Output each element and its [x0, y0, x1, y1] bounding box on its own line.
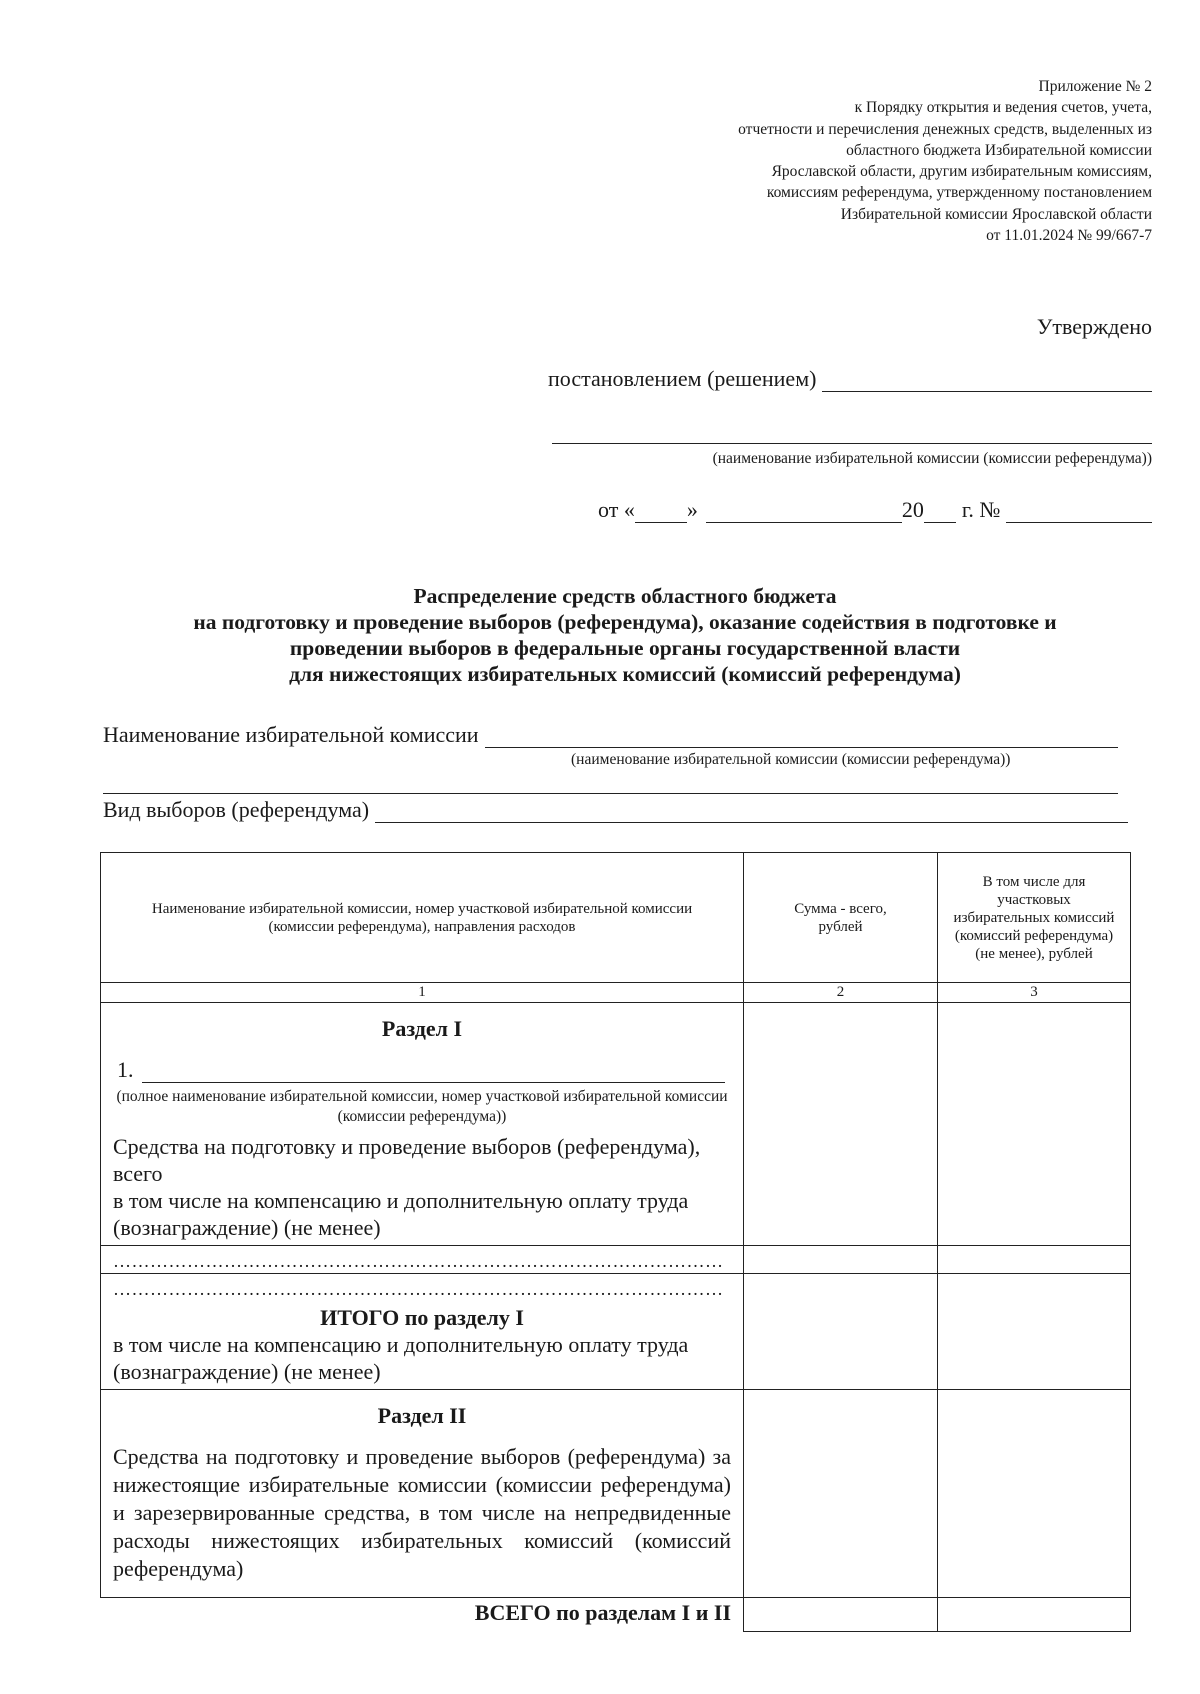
- ellipsis-row: ………………………………………………………………………………………: [113, 1279, 724, 1299]
- decree-number-blank[interactable]: [1006, 500, 1152, 523]
- table-header-row: [101, 853, 1131, 983]
- column-number: 2: [744, 983, 938, 1003]
- date-prefix: от «: [598, 497, 635, 522]
- section1-total-title: ИТОГО по разделу I: [320, 1305, 524, 1330]
- commission-name-blank-2[interactable]: [103, 793, 1118, 794]
- appendix-line: Приложение № 2: [1038, 78, 1152, 95]
- election-type-blank[interactable]: [375, 800, 1128, 823]
- section1-itogo-precinct-cell[interactable]: [938, 1274, 1131, 1390]
- election-type-label: Вид выборов (референдума): [103, 797, 370, 822]
- title-line: проведении выборов в федеральные органы государственной власти: [289, 636, 961, 660]
- appendix-line: Ярославской области, другим избирательным комиссиям,: [771, 163, 1152, 181]
- appendix-line: Избирательной комиссии Ярославской области: [840, 205, 1152, 223]
- section2-text: Средства на подготовку и проведение выборов (референдума) за нижестоящие избирательные комиссии (комиссии референдума) и зарезервированные средства, в том числе на непредвиденные расходы нижестоящих избирательных комиссий (комиссий референдума): [113, 1444, 731, 1581]
- section1-cell: [101, 1003, 744, 1246]
- title-line: для нижестоящих избирательных комиссий (комиссий референдума): [289, 662, 961, 686]
- header-total-column: Сумма - всего, рублей: [744, 853, 938, 983]
- item-caption: (полное наименование избирательной комиссии, номер участковой избирательной комиссии (комиссии референдума)): [116, 1088, 728, 1125]
- commission-name-blank[interactable]: [485, 725, 1118, 748]
- section1-total-compensation-text: в том числе на компенсацию и дополнительную оплату труда (вознаграждение) (не менее): [113, 1332, 689, 1384]
- section1-funds-text: Средства на подготовку и проведение выборов (референдума), всего: [113, 1134, 701, 1186]
- year-prefix: 20: [901, 497, 924, 522]
- grand-total-row: [101, 1598, 1131, 1632]
- ellipsis-total-cell[interactable]: [744, 1246, 938, 1274]
- title-line: на подготовку и проведение выборов (референдума), оказание содействия в подготовке и: [193, 610, 1057, 634]
- number-label: г. №: [961, 497, 1001, 522]
- approved-title: Утверждено: [1036, 314, 1152, 339]
- commission-name-label: Наименование избирательной комиссии: [103, 722, 479, 747]
- approving-commission-blank[interactable]: [552, 443, 1152, 444]
- commission-name-caption: (наименование избирательной комиссии (комиссии референдума)): [571, 751, 1011, 768]
- column-number: 3: [938, 983, 1131, 1003]
- appendix-line: комиссиям референдума, утвержденному постановлением: [766, 184, 1152, 202]
- section2-total-cell[interactable]: [744, 1390, 938, 1598]
- appendix-reference: [632, 76, 1152, 246]
- appendix-line: от 11.01.2024 № 99/667-7: [986, 227, 1152, 245]
- grand-total-cell[interactable]: [744, 1598, 938, 1632]
- year-blank[interactable]: [924, 500, 956, 523]
- item-commission-blank[interactable]: [142, 1060, 726, 1083]
- appendix-line: областного бюджета Избирательной комиссии: [846, 141, 1152, 159]
- date-close: »: [686, 497, 698, 522]
- budget-distribution-table: [100, 852, 1131, 1632]
- section2-cell: [101, 1390, 744, 1598]
- title-line: Распределение средств областного бюджета: [413, 584, 837, 608]
- ellipsis-precinct-cell[interactable]: [938, 1246, 1131, 1274]
- section1-precinct-cell[interactable]: [938, 1003, 1131, 1246]
- appendix-line: отчетности и перечисления денежных средств, выделенных из: [738, 120, 1152, 138]
- section1-itogo-total-cell[interactable]: [744, 1274, 938, 1390]
- section1-total-cell[interactable]: [744, 1003, 938, 1246]
- day-blank[interactable]: [635, 500, 687, 523]
- approval-date-row: [598, 497, 1152, 523]
- table-row: [101, 1003, 1131, 1246]
- grand-total-precinct-cell[interactable]: [938, 1598, 1131, 1632]
- month-blank[interactable]: [706, 500, 902, 523]
- header-precinct-column: В том числе для участковых избирательных комиссий (комиссий референдума) (не менее), рублей: [938, 853, 1131, 983]
- appendix-line: к Порядку открытия и ведения счетов, учета,: [854, 99, 1152, 117]
- table-row: [101, 1274, 1131, 1390]
- decree-blank[interactable]: [822, 369, 1152, 392]
- header-name-column: Наименование избирательной комиссии, номер участковой избирательной комиссии (комиссии референдума), направления расходов: [101, 853, 744, 983]
- commission-name-row: [103, 722, 1118, 748]
- column-number-row: [101, 983, 1131, 1003]
- item-number: 1.: [117, 1057, 134, 1082]
- section1-total-row-cell: [101, 1274, 744, 1390]
- section2-precinct-cell[interactable]: [938, 1390, 1131, 1598]
- table-row: [101, 1390, 1131, 1598]
- section2-title: Раздел II: [377, 1403, 467, 1428]
- decree-label: постановлением (решением): [548, 366, 817, 391]
- table-row: [101, 1246, 1131, 1274]
- section1-title: Раздел I: [381, 1016, 463, 1041]
- decree-row: [548, 366, 1152, 392]
- grand-total-label: ВСЕГО по разделам I и II: [101, 1598, 744, 1632]
- section1-item-row: [113, 1056, 731, 1083]
- election-type-row: [103, 797, 1128, 823]
- ellipsis-row: ………………………………………………………………………………………: [101, 1246, 744, 1274]
- approving-commission-caption: (наименование избирательной комиссии (комиссии референдума)): [712, 450, 1152, 467]
- column-number: 1: [101, 983, 744, 1003]
- section1-compensation-text: в том числе на компенсацию и дополнительную оплату труда (вознаграждение) (не менее): [113, 1188, 689, 1240]
- document-title: [100, 583, 1150, 687]
